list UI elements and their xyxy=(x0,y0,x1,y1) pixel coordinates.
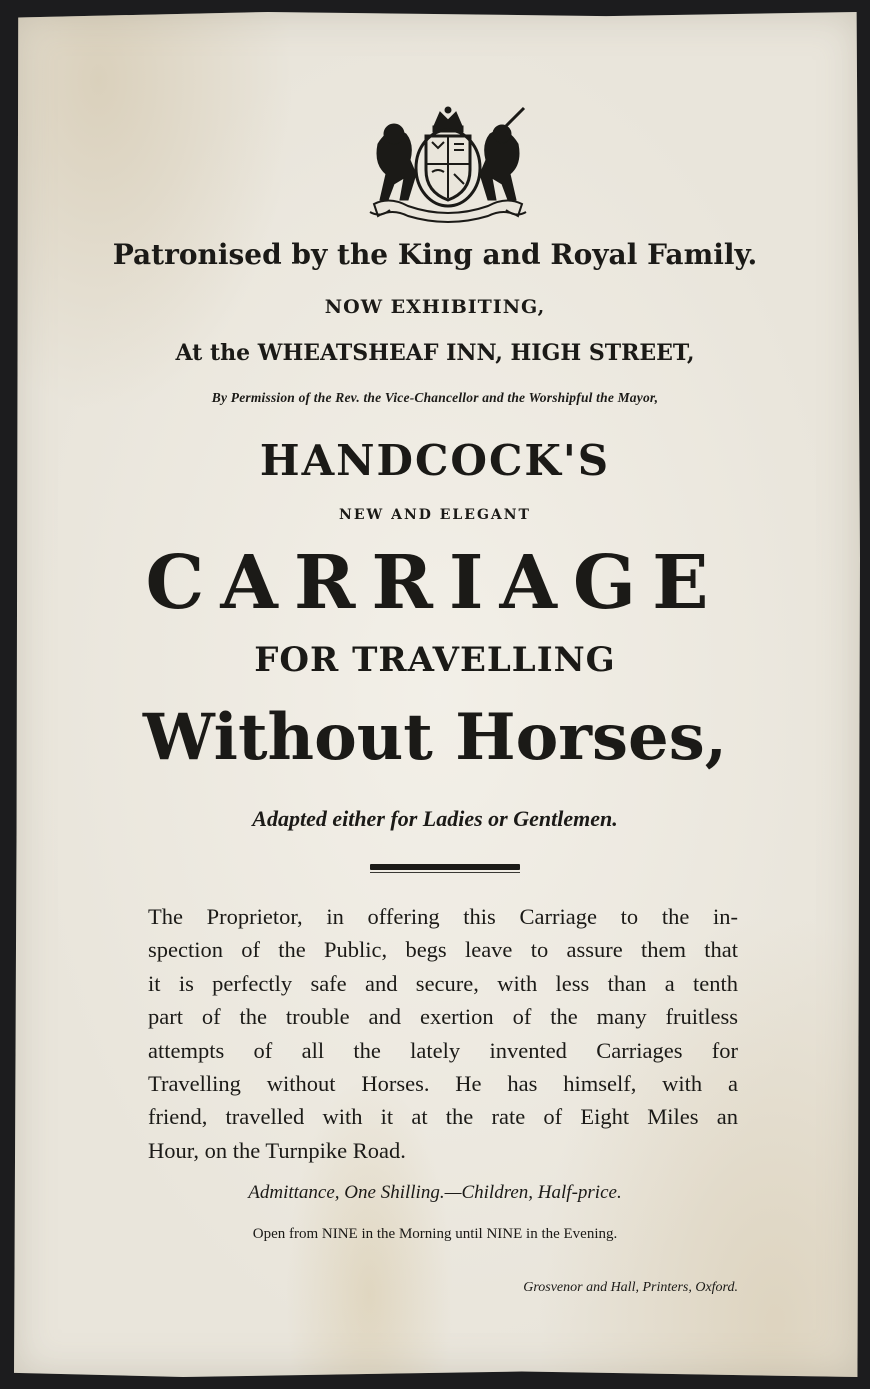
now-exhibiting: NOW EXHIBITING, xyxy=(324,296,546,318)
body-line: friend, travelled with it at the rate of Eight Miles an xyxy=(148,1104,738,1130)
body-line: The Proprietor, in offering this Carriage to the in- xyxy=(148,904,738,929)
divider-rule xyxy=(370,864,520,870)
new-and-elegant: NEW AND ELEGANT xyxy=(339,507,531,523)
adapted-line: Adapted either for Ladies or Gentlemen. xyxy=(252,806,618,831)
royal-coat-of-arms-icon xyxy=(360,104,536,224)
body-line: part of the trouble and exertion of the many fruitless xyxy=(148,1004,738,1030)
body-line: it is perfectly safe and secure, with less than a tenth xyxy=(148,970,738,996)
body-line: spection of the Public, begs leave to assure them that xyxy=(148,937,738,963)
body-line: Travelling without Horses. He has himself, with a xyxy=(148,1071,738,1097)
for-travelling: FOR TRAVELLING xyxy=(254,640,616,680)
printers-imprint: Grosvenor and Hall, Printers, Oxford. xyxy=(523,1280,738,1295)
body-line: Hour, on the Turnpike Road. xyxy=(148,1137,406,1163)
proprietor-name: HANDCOCK'S xyxy=(259,436,611,485)
admittance-line: Admittance, One Shilling.—Children, Half-price. xyxy=(248,1182,622,1203)
opening-hours: Open from NINE in the Morning until NINE in the Evening. xyxy=(252,1226,618,1242)
patron-heading: Patronised by the King and Royal Family. xyxy=(112,238,758,271)
without-horses-title: Without Horses, xyxy=(142,700,728,775)
permission-line: By Permission of the Rev. the Vice-Chancellor and the Worshipful the Mayor, xyxy=(211,390,659,405)
body-line: attempts of all the lately invented Carriages for xyxy=(148,1037,738,1063)
body-paragraph xyxy=(148,900,738,1167)
location-line: At the WHEATSHEAF INN, HIGH STREET, xyxy=(175,340,695,366)
carriage-title: CARRIAGE xyxy=(145,540,725,626)
